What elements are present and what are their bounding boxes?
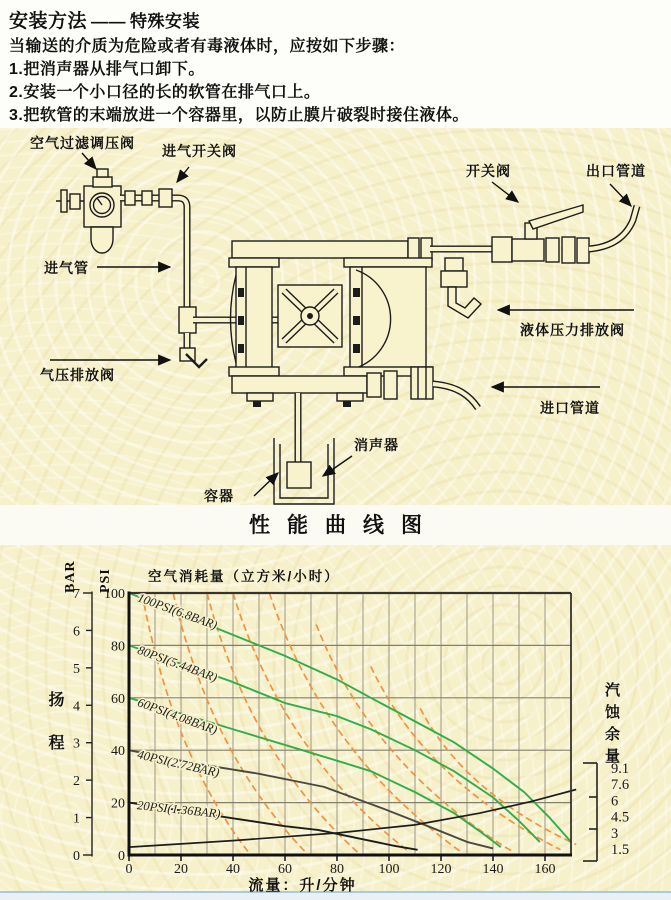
air-valve-center <box>278 285 342 347</box>
arrow-air-filter <box>82 153 96 169</box>
header-block <box>0 0 671 128</box>
svg-text:7: 7 <box>73 586 80 602</box>
svg-text:100: 100 <box>378 862 400 877</box>
arrow-intake-valve <box>177 167 189 182</box>
air-regulator-assembly <box>56 169 121 253</box>
svg-text:120: 120 <box>430 862 452 877</box>
arrow-outlet-pipe <box>610 184 631 206</box>
installation-diagram <box>0 128 671 505</box>
label-air-relief: 气压排放阀 <box>40 367 115 383</box>
page-title-suffix: 特殊安装 <box>130 12 201 31</box>
label-outlet-pipe: 出口管道 <box>586 163 646 179</box>
air-relief-valve <box>180 348 207 367</box>
svg-text:100PSI(6.8BAR): 100PSI(6.8BAR) <box>135 590 220 633</box>
step-2: 2.安装一个小口径的长的软管在排气口上。 <box>9 84 321 101</box>
svg-text:2: 2 <box>73 774 80 790</box>
svg-text:4.5: 4.5 <box>611 809 630 826</box>
svg-text:40: 40 <box>111 744 125 760</box>
svg-text:60: 60 <box>278 862 292 877</box>
svg-text:0: 0 <box>73 849 80 864</box>
x-axis-label: 流量：升/分钟 <box>248 877 357 894</box>
performance-chart <box>0 545 671 900</box>
svg-text:80: 80 <box>111 639 125 655</box>
page-title <box>9 6 200 33</box>
npsh-axis-label: 汽蚀余量 <box>603 682 620 770</box>
svg-text:4: 4 <box>73 699 80 715</box>
svg-text:1: 1 <box>73 811 80 827</box>
svg-text:6: 6 <box>73 624 80 640</box>
label-air-filter: 空气过滤调压阀 <box>30 135 135 151</box>
exhaust-muffler-container <box>274 393 334 504</box>
step-1: 1.把消声器从排气口卸下。 <box>9 61 205 78</box>
label-switch-valve: 开关阀 <box>466 163 511 179</box>
muffler-shape <box>287 462 311 488</box>
svg-text:80: 80 <box>330 862 344 877</box>
svg-text:20PSI(1.36BAR): 20PSI(1.36BAR) <box>136 798 222 821</box>
svg-text:160: 160 <box>534 862 556 877</box>
svg-text:3: 3 <box>73 736 80 752</box>
label-intake-pipe: 进气管 <box>44 260 89 276</box>
svg-text:6: 6 <box>611 793 619 810</box>
svg-text:100: 100 <box>104 587 125 602</box>
svg-text:7.6: 7.6 <box>611 777 630 794</box>
liquid-relief-valve-shape <box>448 287 481 318</box>
bar-axis-label: BAR <box>63 560 78 593</box>
diaphragm-pump <box>229 238 432 407</box>
page-title-main: 安装方法 <box>9 11 88 32</box>
label-intake-valve: 进气开关阀 <box>162 143 237 159</box>
section-title: 性能曲线图 <box>249 514 439 537</box>
svg-text:0: 0 <box>118 849 125 864</box>
svg-text:1.5: 1.5 <box>611 842 630 858</box>
inlet-line <box>367 367 478 408</box>
svg-text:60: 60 <box>111 691 125 707</box>
label-container: 容器 <box>204 488 234 504</box>
svg-text:3: 3 <box>611 825 619 842</box>
psi-axis-label: PSI <box>98 568 113 593</box>
svg-text:40PSI(2.72BAR): 40PSI(2.72BAR) <box>136 747 221 780</box>
label-muffler: 消声器 <box>354 437 399 453</box>
svg-text:5: 5 <box>73 661 80 677</box>
svg-text:140: 140 <box>482 862 504 877</box>
chart-inner-title: 空气消耗量（立方米/小时） <box>148 569 340 584</box>
svg-text:0: 0 <box>125 862 133 877</box>
label-liquid-relief: 液体压力排放阀 <box>520 322 625 338</box>
svg-text:20: 20 <box>174 862 188 877</box>
page-title-dash: —— <box>91 12 127 31</box>
svg-text:20: 20 <box>111 796 125 812</box>
label-inlet-pipe: 进口管道 <box>540 400 600 416</box>
arrow-switch-valve <box>492 182 518 202</box>
svg-text:60PSI(4.08BAR): 60PSI(4.08BAR) <box>135 695 220 738</box>
intro-line: 当输送的介质为危险或者有毒液体时，应按如下步骤： <box>9 38 406 55</box>
step-3: 3.把软管的末端放进一个容器里，以防止膜片破裂时接住液体。 <box>9 107 469 124</box>
outlet-line <box>430 205 637 318</box>
svg-text:80PSI(5.44BAR): 80PSI(5.44BAR) <box>135 642 220 685</box>
head-axis-label: 扬程 <box>46 691 63 777</box>
svg-text:9.1: 9.1 <box>611 761 630 777</box>
svg-text:40: 40 <box>226 862 240 877</box>
